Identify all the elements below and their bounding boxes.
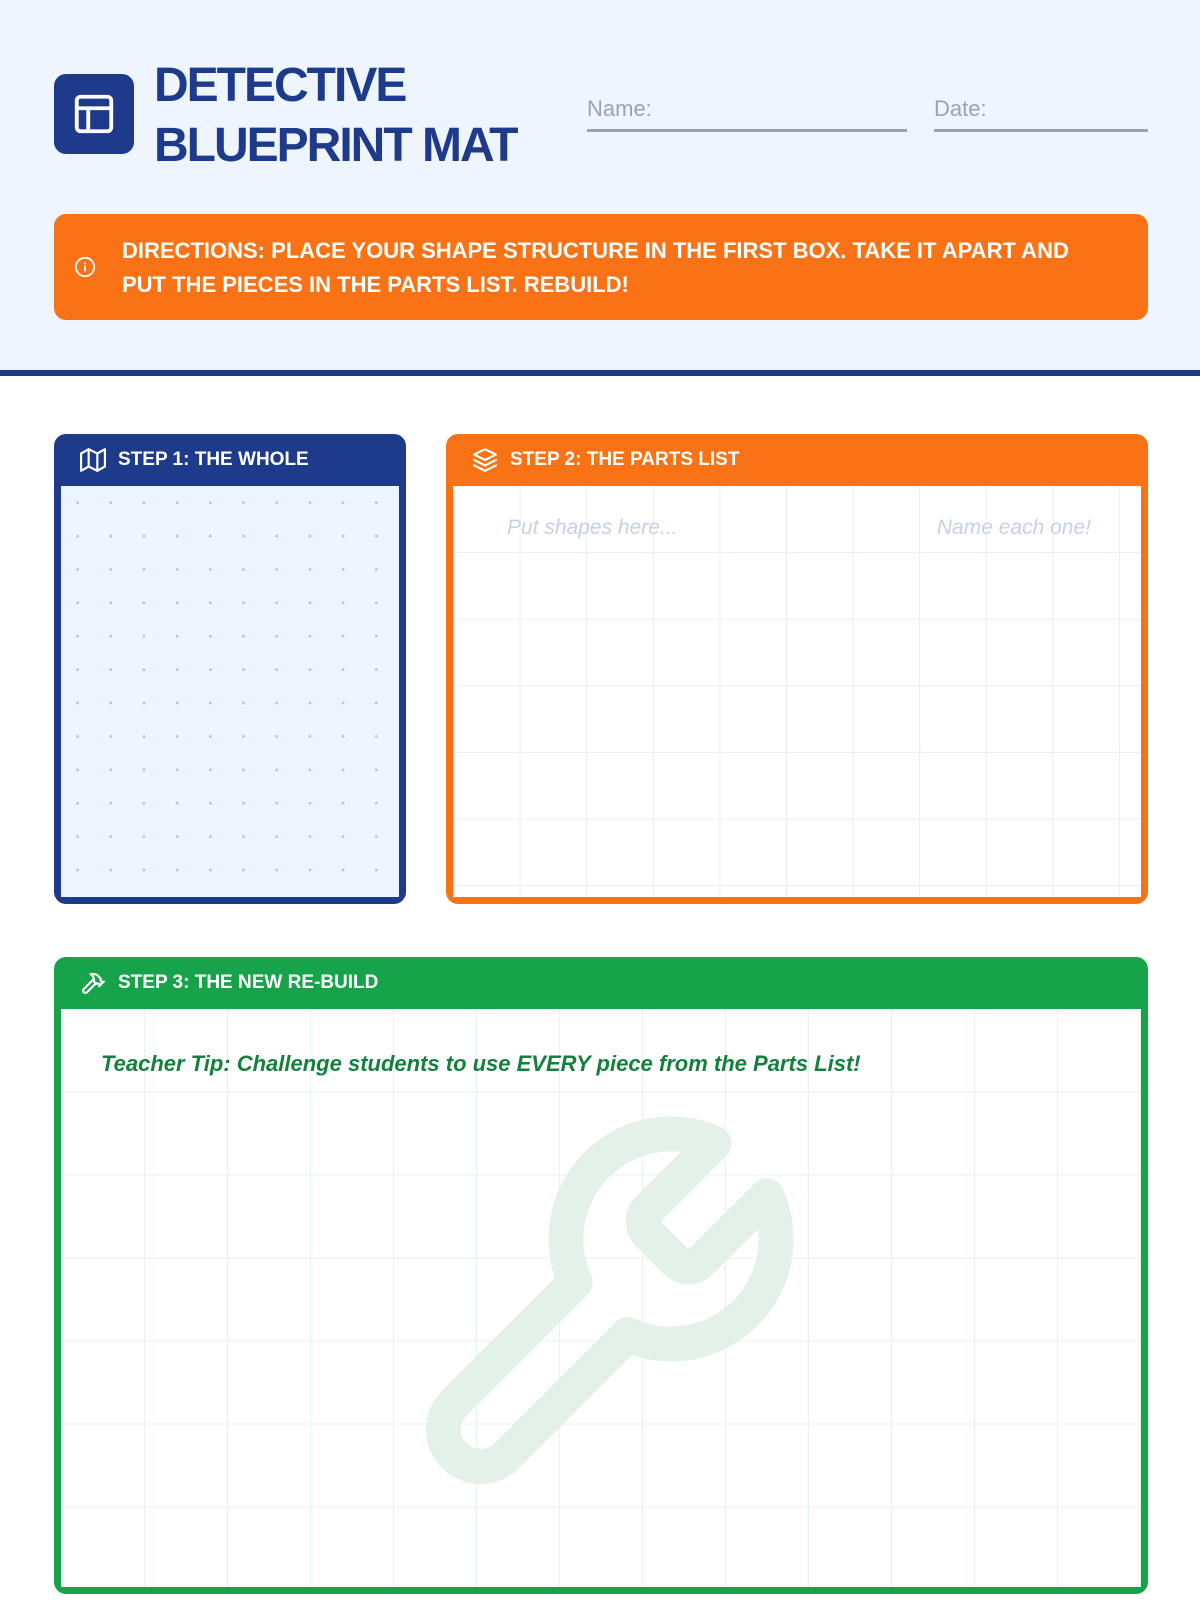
layers-icon	[472, 447, 498, 473]
step2-title: STEP 2: THE PARTS LIST	[510, 449, 740, 470]
date-field[interactable]: Date:	[934, 96, 1148, 132]
directions-text: DIRECTIONS: PLACE YOUR SHAPE STRUCTURE IN THE FIRST BOX. TAKE IT APART AND PUT THE PIECES IN THE PARTS LIST. REBUILD!	[122, 238, 1069, 297]
page-title	[154, 56, 516, 176]
step1-title: STEP 1: THE WHOLE	[118, 449, 309, 470]
wrench-icon	[391, 1099, 811, 1519]
title-line-1: DETECTIVE	[154, 59, 406, 112]
hint-name-each: Name each one!	[936, 516, 1091, 539]
directions-banner	[54, 214, 1148, 320]
step3-header	[54, 957, 1148, 1009]
info-icon	[74, 256, 96, 278]
step2-grid-area[interactable]	[453, 486, 1141, 897]
name-field[interactable]: Name:	[587, 96, 907, 132]
step3-grid-area[interactable]	[61, 1009, 1141, 1587]
hammer-icon	[80, 970, 106, 996]
step1-panel	[54, 434, 406, 904]
step3-panel	[54, 957, 1148, 1594]
step1-dot-area[interactable]	[61, 486, 399, 897]
hint-put-shapes: Put shapes here...	[507, 516, 678, 539]
header	[0, 0, 1200, 376]
map-icon	[80, 447, 106, 473]
title-line-2: BLUEPRINT MAT	[154, 119, 517, 172]
step2-panel	[446, 434, 1148, 904]
layout-icon	[54, 74, 134, 154]
teacher-tip: Teacher Tip: Challenge students to use EVERY piece from the Parts List!	[101, 1051, 861, 1076]
step2-header	[446, 434, 1148, 486]
step3-title: STEP 3: THE NEW RE-BUILD	[118, 972, 379, 993]
step1-header	[54, 434, 406, 486]
